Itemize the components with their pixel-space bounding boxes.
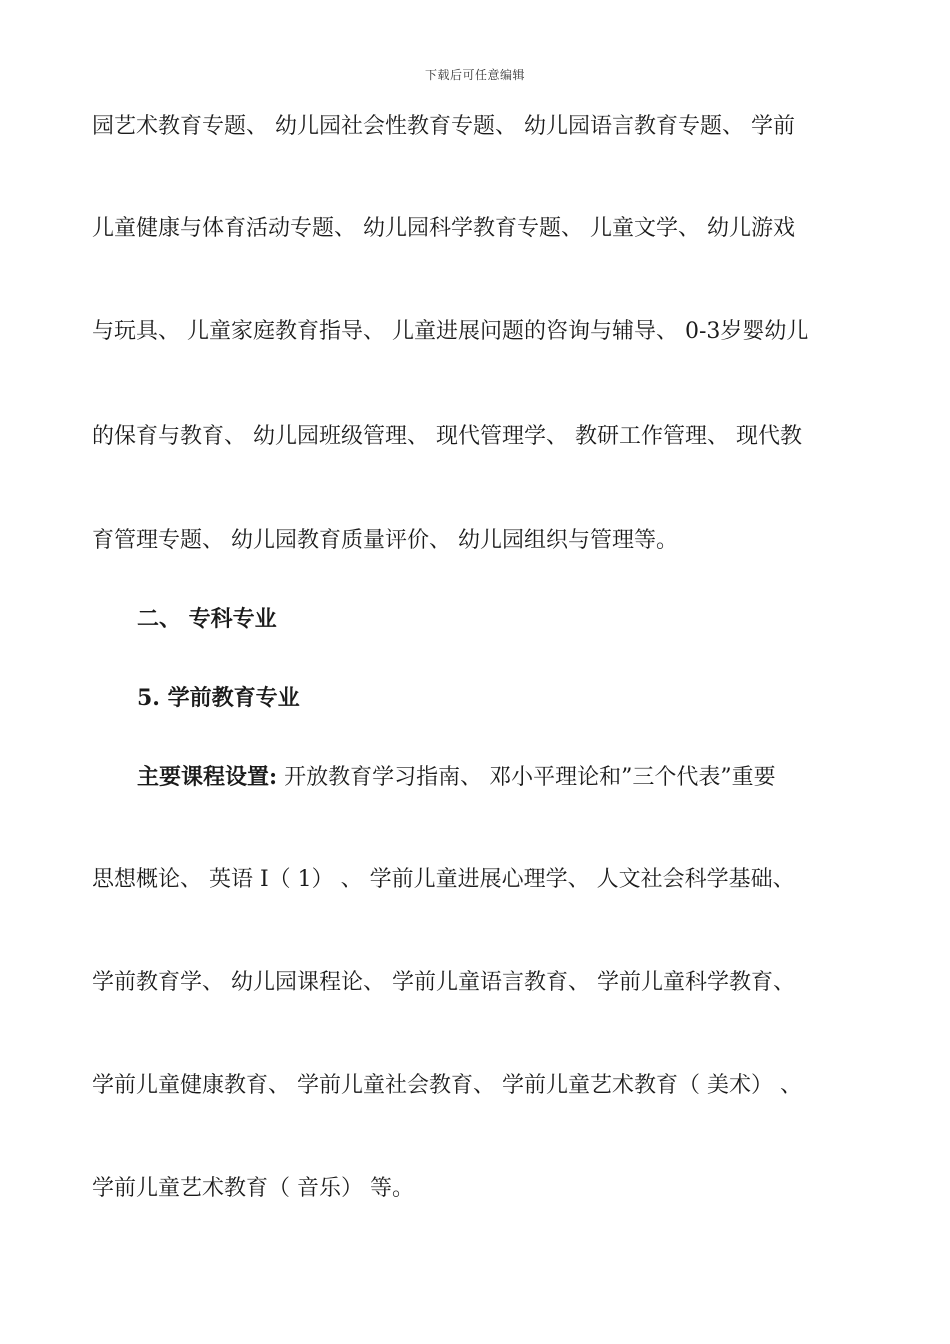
text-line: 儿童健康与体育活动专题、 幼儿园科学教育专题、 儿童文学、 幼儿游戏 <box>92 216 795 241</box>
text-line: 育管理专题、 幼儿园教育质量评价、 幼儿园组织与管理等。 <box>92 528 678 553</box>
text-line: 学前儿童健康教育、 学前儿童社会教育、 学前儿童艺术教育（ 美术） 、 <box>92 1073 802 1098</box>
section-heading: 二、 专科专业 <box>137 606 277 632</box>
text-line: 学前教育学、 幼儿园课程论、 学前儿童语言教育、 学前儿童科学教育、 <box>92 970 795 995</box>
text-line: 的保育与教育、 幼儿园班级管理、 现代管理学、 教研工作管理、 现代教 <box>92 424 802 449</box>
courses-label: 主要课程设置: <box>137 764 278 790</box>
text-line: 学前儿童艺术教育（ 音乐） 等。 <box>92 1176 414 1201</box>
page-header-note: 下载后可任意编辑 <box>424 68 525 82</box>
subsection-heading: 5. 学前教育专业 <box>137 685 300 711</box>
text-line: 与玩具、 儿童家庭教育指导、 儿童进展问题的咨询与辅导、 0-3岁婴幼儿 <box>92 319 809 344</box>
text-line: 园艺术教育专题、 幼儿园社会性教育专题、 幼儿园语言教育专题、 学前 <box>92 114 795 139</box>
courses-first-line: 开放教育学习指南、 邓小平理论和”三个代表”重要 <box>277 765 776 790</box>
text-line: 思想概论、 英语 I（ 1） 、 学前儿童进展心理学、 人文社会科学基础、 <box>92 867 795 892</box>
text-line <box>137 762 776 793</box>
